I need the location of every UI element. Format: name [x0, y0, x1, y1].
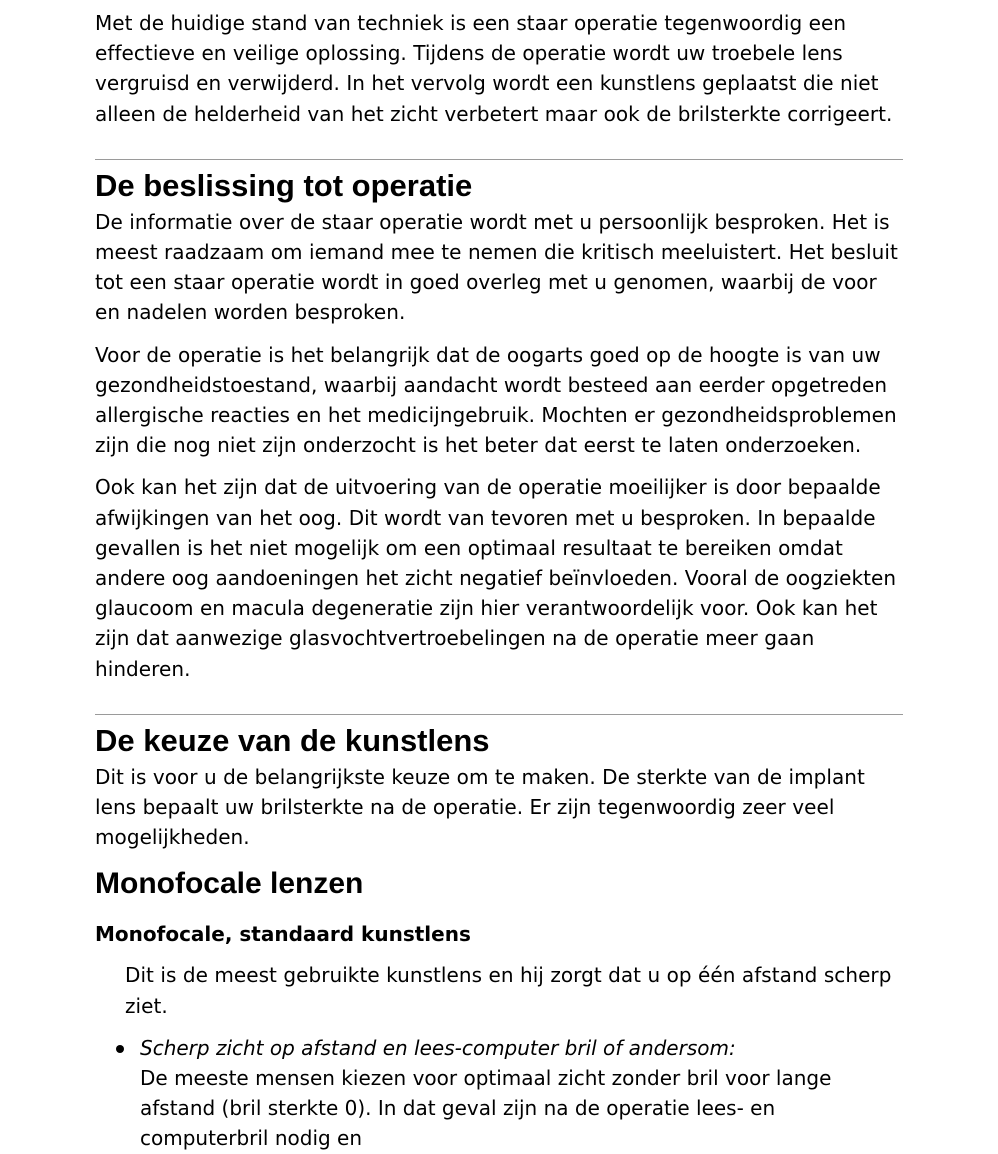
decision-paragraph-1: De informatie over de staar operatie wordt met u persoonlijk besproken. Het is meest raadzaam om iemand mee te nemen die kritisch meeluistert. Het besluit tot een staar operatie wordt in goed overleg met u genomen, waarbij de voor en nadelen worden besproken.	[95, 209, 898, 325]
section-divider	[95, 714, 903, 715]
list-item	[95, 1033, 905, 1154]
list-item-title: Scherp zicht op afstand en lees-computer bril of andersom:	[140, 1035, 736, 1060]
lens-options-list	[95, 1033, 905, 1154]
decision-paragraph-3: Ook kan het zijn dat de uitvoering van de operatie moeilijker is door bepaalde afwijkingen van het oog. Dit wordt van tevoren met u besproken. In bepaalde gevallen is het niet mogelijk om een optimaal resultaat te bereiken omdat andere oog aandoeningen het zicht negatief beïnvloeden. Vooral de oogziekten glaucoom en macula degeneratie zijn hier verantwoordelijk voor. Ook kan het zijn dat aanwezige glasvochtvertroebelingen na de operatie meer gaan hinderen.	[95, 475, 897, 681]
subheading-monofocal: Monofocale lenzen	[95, 867, 364, 901]
standard-lens-description: Dit is de meest gebruikte kunstlens en hij zorgt dat u op één afstand scherp ziet.	[125, 963, 892, 1018]
decision-paragraph-2: Voor de operatie is het belangrijk dat de oogarts goed op de hoogte is van uw gezondheidstoestand, waarbij aandacht wordt besteed aan eerder opgetreden allergische reacties en het medicijngebruik. Mochten er gezondheidsproblemen zijn die nog niet zijn onderzocht is het beter dat eerst te laten onderzoeken.	[95, 342, 897, 458]
minor-heading-standard-lens: Monofocale, standaard kunstlens	[95, 922, 471, 947]
section-heading-lens-choice: De keuze van de kunstlens	[95, 722, 490, 758]
lens-choice-paragraph: Dit is voor u de belangrijkste keuze om te maken. De sterkte van de implant lens bepaalt uw brilsterkte na de operatie. Er zijn tegenwoordig zeer veel mogelijkheden.	[95, 764, 865, 850]
intro-paragraph: Met de huidige stand van techniek is een staar operatie tegenwoordig een effectieve en veilige oplossing. Tijdens de operatie wordt uw troebele lens vergruisd en verwijderd. In het vervolg wordt een kunstlens geplaatst die niet alleen de helderheid van het zicht verbetert maar ook de brilsterkte corrigeert.	[95, 11, 893, 126]
section-divider	[95, 159, 903, 160]
bullet-icon	[116, 1045, 124, 1053]
list-item-text: De meeste mensen kiezen voor optimaal zicht zonder bril voor lange afstand (bril sterkte 0). In dat geval zijn na de operatie lees- en computerbril nodig en	[140, 1066, 832, 1151]
section-heading-decision: De beslissing tot operatie	[95, 167, 473, 203]
document-content	[95, 8, 905, 1154]
